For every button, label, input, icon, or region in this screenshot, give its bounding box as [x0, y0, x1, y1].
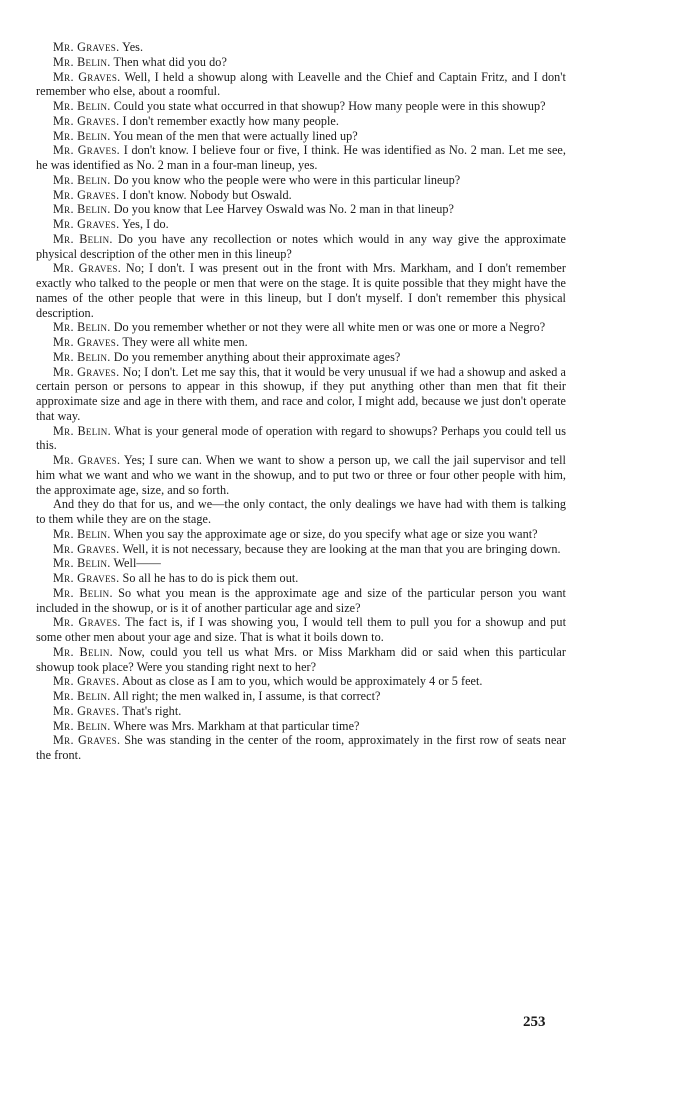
speaker-name: Mr. Graves.	[53, 364, 120, 379]
statement-text: Yes; I sure can. When we want to show a person up, we call the jail supervisor and tell him what we want and who we want in the showup, and to put two or three or four other people with him, the approximate age, size, and so forth.	[36, 453, 566, 497]
statement-text: She was standing in the center of the room, approximately in the first row of seats near the front.	[36, 733, 566, 762]
transcript-paragraph	[36, 217, 566, 232]
transcript-paragraph	[36, 615, 566, 645]
statement-text: Where was Mrs. Markham at that particular time?	[110, 718, 360, 733]
speaker-name: Mr. Graves.	[53, 674, 120, 689]
transcript-paragraph	[36, 40, 566, 55]
statement-text: All right; the men walked in, I assume, is that correct?	[110, 689, 381, 703]
transcript-paragraph	[36, 645, 566, 675]
statement-text: I don't remember exactly how many people.	[119, 113, 339, 128]
statement-text: Well, I held a showup along with Leavelle and the Chief and Captain Fritz, and I don't remember who else, about a roomful.	[36, 69, 566, 99]
speaker-name: Mr. Belin.	[53, 99, 111, 113]
statement-text: Well, it is not necessary, because they are looking at the man that you are bringing down.	[119, 541, 561, 556]
speaker-name: Mr. Belin.	[53, 231, 113, 246]
statement-text: Well——	[110, 556, 161, 571]
speaker-name: Mr. Graves.	[53, 571, 120, 585]
speaker-name: Mr. Belin.	[53, 172, 111, 187]
statement-text: What is your general mode of operation with regard to showups? Perhaps you could tell us this.	[36, 423, 566, 453]
transcript-paragraph	[36, 188, 566, 203]
statement-text: No; I don't. Let me say this, that it would be very unusual if we had a showup and asked a certain person or persons to appear in this showup, if they put anything other than men that fit their approximate size and age in there with them, and race and color, I might add, because we just don't operate that way.	[36, 364, 566, 423]
transcript-paragraph	[36, 114, 566, 129]
statement-text: I don't know. Nobody but Oswald.	[119, 187, 292, 202]
transcript-paragraph	[36, 719, 566, 734]
transcript-paragraph	[36, 453, 566, 497]
transcript-paragraph	[36, 99, 566, 114]
transcript-paragraph	[36, 232, 566, 262]
statement-text: Then what did you do?	[110, 54, 227, 69]
statement-text: So what you mean is the approximate age and size of the particular person you want included in the showup, or is it of another particular age and size?	[36, 585, 566, 615]
speaker-name: Mr. Belin.	[53, 54, 111, 69]
transcript-paragraph	[36, 704, 566, 719]
statement-text: I don't know. I believe four or five, I think. He was identified as No. 2 man. Let me see, he was identified as No. 2 man in a four-man lineup, yes.	[36, 143, 566, 172]
statement-text: They were all white men.	[119, 335, 248, 349]
transcript-paragraph	[36, 586, 566, 616]
transcript-paragraph	[36, 365, 566, 424]
speaker-name: Mr. Graves.	[53, 187, 120, 202]
transcript-body	[36, 40, 566, 763]
transcript-paragraph	[36, 70, 566, 100]
speaker-name: Mr. Graves.	[53, 217, 120, 231]
statement-text: Do you have any recollection or notes which would in any way give the approximate physical description of the other men in this lineup?	[36, 231, 566, 261]
transcript-paragraph	[36, 497, 566, 527]
speaker-name: Mr. Graves.	[53, 40, 120, 54]
speaker-name: Mr. Graves.	[53, 335, 120, 349]
speaker-name: Mr. Belin.	[53, 526, 111, 541]
speaker-name: Mr. Belin.	[53, 423, 111, 438]
statement-text: Yes, I do.	[119, 217, 169, 231]
speaker-name: Mr. Graves.	[53, 113, 120, 128]
statement-text: Do you remember whether or not they were all white men or was one or more a Negro?	[110, 320, 546, 335]
speaker-name: Mr. Graves.	[53, 541, 120, 556]
statement-text: About as close as I am to you, which would be approximately 4 or 5 feet.	[119, 674, 483, 689]
transcript-paragraph	[36, 261, 566, 320]
speaker-name: Mr. Belin.	[53, 349, 111, 364]
speaker-name: Mr. Belin.	[53, 689, 111, 703]
transcript-paragraph	[36, 143, 566, 173]
statement-text: The fact is, if I was showing you, I would tell them to pull you for a showup and put some other men about your age and size. That is what it boils down to.	[36, 615, 566, 644]
statement-text: Do you remember anything about their approximate ages?	[110, 349, 401, 364]
speaker-name: Mr. Graves.	[53, 143, 121, 158]
transcript-paragraph	[36, 173, 566, 188]
transcript-paragraph	[36, 350, 566, 365]
transcript-paragraph	[36, 527, 566, 542]
transcript-paragraph	[36, 689, 566, 704]
speaker-name: Mr. Graves.	[53, 69, 121, 84]
transcript-paragraph	[36, 424, 566, 454]
transcript-paragraph	[36, 571, 566, 586]
statement-text: When you say the approximate age or size, do you specify what age or size you want?	[110, 526, 538, 541]
speaker-name: Mr. Graves.	[53, 703, 120, 718]
statement-text: And they do that for us, and we—the only contact, the only dealings we have had with them is talking to them while they are on the stage.	[36, 497, 566, 526]
speaker-name: Mr. Graves.	[53, 733, 121, 748]
speaker-name: Mr. Belin.	[53, 644, 114, 659]
speaker-name: Mr. Graves.	[53, 615, 121, 630]
speaker-name: Mr. Belin.	[53, 128, 111, 143]
statement-text: Do you know who the people were who were in this particular lineup?	[110, 172, 461, 187]
transcript-paragraph	[36, 335, 566, 350]
statement-text: You mean of the men that were actually lined up?	[110, 128, 358, 143]
speaker-name: Mr. Graves.	[53, 453, 121, 467]
statement-text: That's right.	[119, 703, 182, 718]
speaker-name: Mr. Belin.	[53, 585, 113, 600]
statement-text: So all he has to do is pick them out.	[119, 571, 299, 585]
transcript-paragraph	[36, 542, 566, 557]
transcript-paragraph	[36, 674, 566, 689]
transcript-paragraph	[36, 733, 566, 763]
statement-text: Do you know that Lee Harvey Oswald was No. 2 man in that lineup?	[110, 202, 455, 217]
transcript-paragraph	[36, 129, 566, 144]
statement-text: Yes.	[119, 40, 144, 54]
statement-text: Could you state what occurred in that showup? How many people were in this showup?	[110, 99, 546, 113]
transcript-paragraph	[36, 556, 566, 571]
speaker-name: Mr. Belin.	[53, 556, 111, 571]
statement-text: Now, could you tell us what Mrs. or Miss Markham did or said when this particular showup took place? Were you standing right next to her?	[36, 644, 566, 674]
speaker-name: Mr. Belin.	[53, 202, 111, 217]
page-number: 253	[523, 1014, 546, 1030]
transcript-paragraph	[36, 320, 566, 335]
transcript-paragraph	[36, 202, 566, 217]
speaker-name: Mr. Belin.	[53, 320, 111, 335]
speaker-name: Mr. Belin.	[53, 718, 111, 733]
statement-text: No; I don't. I was present out in the front with Mrs. Markham, and I don't remember exactly who talked to the people or men that were on the stage. It is quite possible that they might have the names of the other people that were in this lineup, but I don't myself. I don't remember this physical description.	[36, 261, 566, 320]
speaker-name: Mr. Graves.	[53, 261, 122, 276]
transcript-paragraph	[36, 55, 566, 70]
